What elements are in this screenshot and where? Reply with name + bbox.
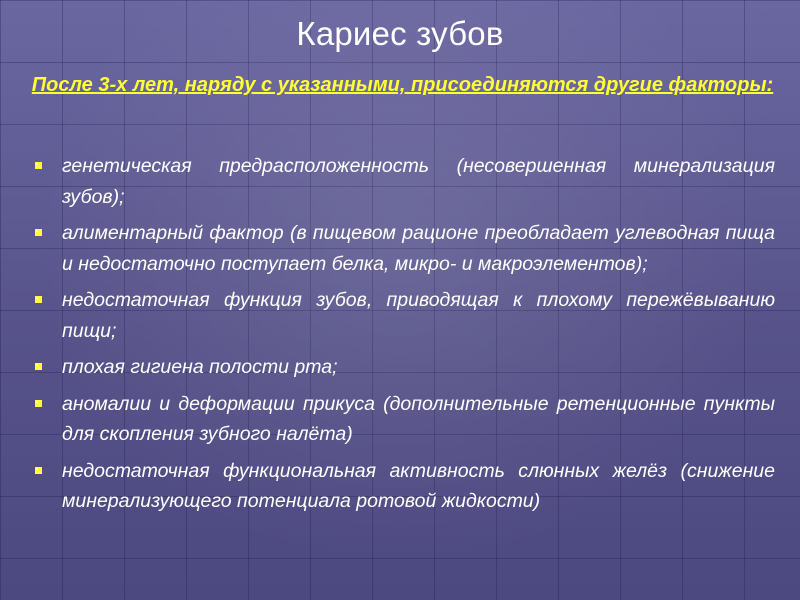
bullet-item (30, 285, 775, 346)
yellow-square-bullet-icon (35, 467, 42, 474)
bullet-item (30, 456, 775, 517)
yellow-square-bullet-icon (35, 162, 42, 169)
yellow-square-bullet-icon (35, 363, 42, 370)
bullet-item (30, 218, 775, 279)
bullet-item (30, 151, 775, 212)
bullet-text: аномалии и деформации прикуса (дополнительные ретенционные пункты для скопления зубного налёта) (62, 392, 775, 445)
bullet-item (30, 389, 775, 450)
bullet-list (30, 151, 775, 523)
yellow-square-bullet-icon (35, 296, 42, 303)
bullet-text: генетическая предрасположенность (несовершенная минерализация зубов); (62, 155, 775, 208)
bullet-text: недостаточная функция зубов, приводящая к плохому пережёвыванию пищи; (62, 289, 775, 342)
slide-subtitle: После 3-х лет, наряду с указанными, присоединяются другие факторы: (31, 74, 774, 96)
yellow-square-bullet-icon (35, 400, 42, 407)
yellow-square-bullet-icon (35, 229, 42, 236)
bullet-text: недостаточная функциональная активность слюнных желёз (снижение минерализующего потенциала ротовой жидкости) (62, 459, 775, 512)
bullet-text: плохая гигиена полости рта; (62, 356, 338, 378)
slide-title: Кариес зубов (296, 15, 504, 52)
bullet-item (30, 352, 775, 383)
bullet-text: алиментарный фактор (в пищевом рационе преобладает углеводная пища и недостаточно поступает белка, микро- и макроэлементов); (62, 222, 775, 275)
